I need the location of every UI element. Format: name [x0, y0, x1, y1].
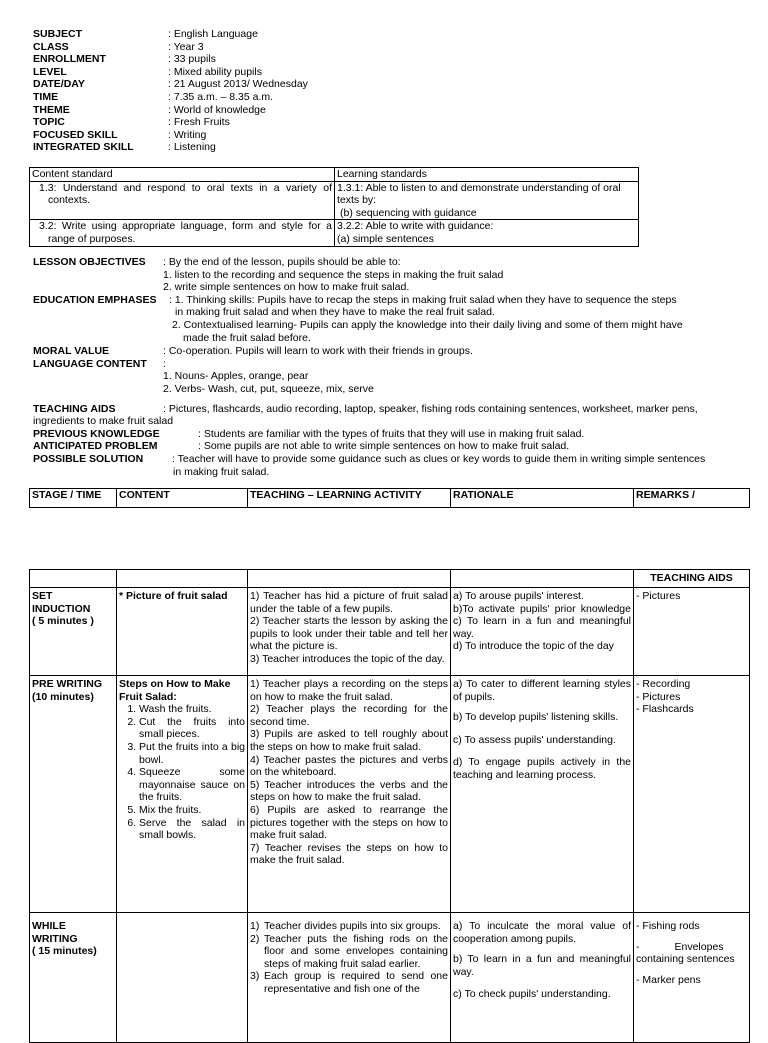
- remark-item: - Envelopes containing sentences: [636, 940, 735, 966]
- problem-label: ANTICIPATED PROBLEM: [33, 440, 158, 453]
- standards-table: [29, 167, 639, 247]
- solution-line-2: in making fruit salad.: [173, 465, 270, 478]
- while-writing-rationale: [451, 913, 634, 1043]
- learning-standard-1: [335, 181, 639, 220]
- prev-knowledge-label: PREVIOUS KNOWLEDGE: [33, 427, 160, 440]
- remark-item: - Flashcards: [636, 703, 694, 716]
- header-value: : World of knowledge: [168, 103, 266, 116]
- header-value: : 33 pupils: [168, 53, 216, 66]
- aids-label: TEACHING AIDS: [33, 402, 116, 415]
- problem-value: : Some pupils are not able to write simple sentences on how to make fruit salad.: [198, 440, 570, 453]
- header-row: [33, 66, 533, 79]
- header-value: : Writing: [168, 128, 207, 141]
- stage-header-table: [29, 488, 750, 508]
- stage-line: WHILE: [32, 920, 66, 932]
- step-item: 5. Mix the fruits.: [139, 804, 245, 817]
- while-writing-activities: [248, 913, 451, 1043]
- steps-title: Steps on How to Make Fruit Salad:: [119, 678, 231, 703]
- step-item: 1. Wash the fruits.: [139, 703, 245, 716]
- header-row: [33, 104, 533, 117]
- header-label: FOCUSED SKILL: [33, 128, 118, 141]
- content-header: CONTENT: [117, 489, 248, 508]
- content-standard-2: 3.2: Write using appropriate language, form and style for a range of purposes.: [30, 220, 335, 246]
- steps-list: [119, 703, 245, 842]
- header-value: : 7.35 a.m. – 8.35 a.m.: [168, 90, 274, 103]
- header-row: [33, 129, 533, 142]
- rationale-header: RATIONALE: [451, 489, 634, 508]
- set-induction-rationale: [451, 588, 634, 676]
- aids-line-2: ingredients to make fruit salad: [33, 415, 174, 428]
- rationale-item: d) To introduce the topic of the day: [453, 640, 614, 653]
- set-induction-activities: [248, 588, 451, 676]
- pre-writing-rationale: [451, 676, 634, 913]
- content-standard-header: Content standard: [30, 168, 335, 182]
- activity-item: [250, 933, 448, 971]
- solution-line-1: : Teacher will have to provide some guidance such as clues or key words to guide them in writing simple sentences: [172, 452, 706, 465]
- activity-text: Teacher puts the fishing rods on the floor and some envelopes containing steps of making fruit salad earlier.: [264, 932, 448, 970]
- learning-standard-2-text: 3.2.2: Able to write with guidance:: [337, 220, 494, 233]
- rationale-item: a) To arouse pupils' interest.: [453, 590, 584, 602]
- emphases-line-4: made the fruit salad before.: [183, 331, 311, 344]
- pre-writing-activities: [248, 676, 451, 913]
- stage-line: SET: [32, 590, 53, 602]
- objectives-label: LESSON OBJECTIVES: [33, 256, 146, 268]
- activity-item: 2) Teacher plays the recording for the second time.: [250, 703, 448, 728]
- step-item: 4. Squeeze some mayonnaise sauce on the fruits.: [139, 766, 245, 804]
- activity-item: 2) Teacher starts the lesson by asking the pupils to look under their table and tell her what the picture is.: [250, 615, 448, 653]
- header-row: [33, 141, 533, 154]
- while-writing-remarks: [634, 913, 750, 1043]
- stage-line: ( 15 minutes): [32, 945, 97, 958]
- header-row: [33, 41, 533, 54]
- header-value: : Mixed ability pupils: [168, 65, 262, 78]
- step-item: 3. Put the fruits into a big bowl.: [139, 741, 245, 766]
- stage-line: WRITING: [32, 932, 78, 945]
- set-induction-stage: [30, 588, 117, 676]
- learning-standard-2-sub: (a) simple sentences: [337, 232, 434, 245]
- header-row: [33, 91, 533, 104]
- activity-item: 6) Pupils are asked to rearrange the pictures together with the steps on how to make fruit salad.: [250, 803, 448, 842]
- language-item-2: 2. Verbs- Wash, cut, put, squeeze, mix, serve: [163, 382, 374, 395]
- rationale-item: b)To activate pupils' prior knowledge: [453, 602, 631, 615]
- stage-line: PRE WRITING: [32, 678, 102, 690]
- header-value: : Fresh Fruits: [168, 116, 230, 129]
- activity-item: [250, 970, 448, 995]
- rationale-item: a) To cater to different learning styles of pupils.: [453, 678, 631, 703]
- activity-item: [250, 920, 448, 933]
- header-label: INTEGRATED SKILL: [33, 141, 134, 154]
- activity-item: 1) Teacher has hid a picture of fruit salad under the table of a few pupils.: [250, 590, 448, 615]
- lesson-header: [33, 28, 533, 154]
- header-row: [33, 28, 533, 41]
- activity-number: 3): [250, 970, 260, 983]
- moral-label: MORAL VALUE: [33, 345, 110, 358]
- remark-item: - Marker pens: [636, 973, 701, 986]
- emphases-line-3: 2. Contextualised learning- Pupils can apply the knowledge into their daily living and some of them might have: [172, 318, 683, 331]
- content-standard-1: 1.3: Understand and respond to oral texts in a variety of contexts.: [30, 181, 335, 220]
- remark-item: - Recording: [636, 678, 691, 690]
- objective-1: 1. listen to the recording and sequence the steps in making the fruit salad: [163, 268, 504, 281]
- header-value: : English Language: [168, 28, 258, 40]
- stage-line: ( 5 minutes ): [32, 615, 94, 628]
- teaching-aids-header: TEACHING AIDS: [634, 570, 750, 588]
- stage-line: INDUCTION: [32, 602, 91, 615]
- header-label: LEVEL: [33, 65, 67, 78]
- activity-text: Each group is required to send one representative and fish one of the: [264, 970, 448, 995]
- lesson-table: [29, 569, 750, 1043]
- blank-cell: [117, 570, 248, 588]
- while-writing-stage: [30, 913, 117, 1043]
- learning-standards-header: Learning standards: [335, 168, 639, 182]
- remark-item: - Fishing rods: [636, 920, 700, 932]
- activity-item: 7) Teacher revises the steps on how to make the fruit salad.: [250, 841, 448, 867]
- header-label: THEME: [33, 103, 70, 116]
- activity-number: 2): [250, 932, 260, 945]
- activity-item: 1) Teacher plays a recording on the steps on how to make the fruit salad.: [250, 678, 448, 703]
- pre-writing-stage: [30, 676, 117, 913]
- rationale-item: c) To learn in a fun and meaningful way.: [453, 615, 631, 640]
- rationale-item: d) To engage pupils actively in the teaching and learning process.: [453, 756, 631, 781]
- while-writing-content: [117, 913, 248, 1043]
- header-label: CLASS: [33, 40, 69, 53]
- learning-standard-1-sub: (b) sequencing with guidance: [340, 206, 477, 219]
- emphases-label: EDUCATION EMPHASES: [33, 293, 157, 306]
- activity-item: 5) Teacher introduces the verbs and the steps on how to make the fruit salad.: [250, 778, 448, 804]
- rationale-item: a) To inculcate the moral value of cooperation among pupils.: [453, 920, 631, 945]
- learning-standard-2: [335, 220, 639, 246]
- header-row: [33, 78, 533, 91]
- rationale-item: c) To check pupils' understanding.: [453, 988, 611, 1001]
- rationale-item: b) To develop pupils' listening skills.: [453, 711, 619, 724]
- header-label: TOPIC: [33, 116, 65, 129]
- activity-number: 1): [250, 920, 260, 932]
- blank-cell: [30, 570, 117, 588]
- aids-line-1: : Pictures, flashcards, audio recording, laptop, speaker, fishing rods containing sentences, worksheet, marker pens,: [163, 402, 698, 415]
- activity-item: 3) Teacher introduces the topic of the day.: [250, 652, 445, 665]
- objectives-intro: : By the end of the lesson, pupils should be able to:: [163, 256, 401, 268]
- step-item: 6. Serve the salad in small bowls.: [139, 817, 245, 842]
- remark-item: - Pictures: [636, 690, 681, 703]
- stage-time-header: STAGE / TIME: [30, 489, 117, 508]
- pre-writing-remarks: [634, 676, 750, 913]
- activity-header: TEACHING – LEARNING ACTIVITY: [248, 489, 451, 508]
- blank-cell: [248, 570, 451, 588]
- header-label: SUBJECT: [33, 28, 83, 40]
- activity-item: 4) Teacher pastes the pictures and verbs on the whiteboard.: [250, 753, 448, 779]
- emphases-line-2: in making fruit salad and when they have to make the real fruit salad.: [175, 306, 495, 319]
- set-induction-remarks: [634, 588, 750, 676]
- rationale-item: c) To assess pupils' understanding.: [453, 733, 616, 746]
- language-label: LANGUAGE CONTENT: [33, 357, 147, 370]
- learning-standard-1-text: 1.3.1: Able to listen to and demonstrate understanding of oral texts by:: [337, 181, 621, 207]
- language-colon: :: [163, 357, 166, 370]
- header-label: ENROLLMENT: [33, 53, 106, 66]
- language-item-1: 1. Nouns- Apples, orange, pear: [163, 370, 309, 383]
- rationale-item: b) To learn in a fun and meaningful way.: [453, 953, 631, 978]
- header-label: TIME: [33, 90, 59, 103]
- blank-cell: [451, 570, 634, 588]
- header-label: DATE/DAY: [33, 78, 85, 91]
- stage-line: (10 minutes): [32, 690, 94, 703]
- header-value: : Listening: [168, 141, 216, 154]
- set-induction-content: * Picture of fruit salad: [117, 588, 248, 676]
- step-item: 2. Cut the fruits into small pieces.: [139, 716, 245, 741]
- moral-value: : Co-operation. Pupils will learn to work with their friends in groups.: [163, 345, 473, 358]
- activity-text: Teacher divides pupils into six groups.: [264, 920, 441, 932]
- solution-label: POSSIBLE SOLUTION: [33, 452, 144, 465]
- header-row: [33, 116, 533, 129]
- header-row: [33, 53, 533, 66]
- remarks-header: REMARKS /: [634, 489, 750, 508]
- header-value: : 21 August 2013/ Wednesday: [168, 78, 308, 91]
- objective-2: 2. write simple sentences on how to make fruit salad.: [163, 281, 410, 294]
- activity-item: 3) Pupils are asked to tell roughly about the steps on how to make fruit salad.: [250, 728, 448, 753]
- pre-writing-content: [117, 676, 248, 913]
- header-value: : Year 3: [168, 40, 204, 53]
- emphases-line-1: : 1. Thinking skills: Pupils have to recap the steps in making fruit salad when they have to sequence the steps: [169, 293, 677, 306]
- prev-knowledge-value: : Students are familiar with the types of fruits that they will use in making fruit salad.: [198, 427, 585, 440]
- lesson-details: [33, 256, 743, 478]
- remark-item: - Pictures: [636, 590, 681, 602]
